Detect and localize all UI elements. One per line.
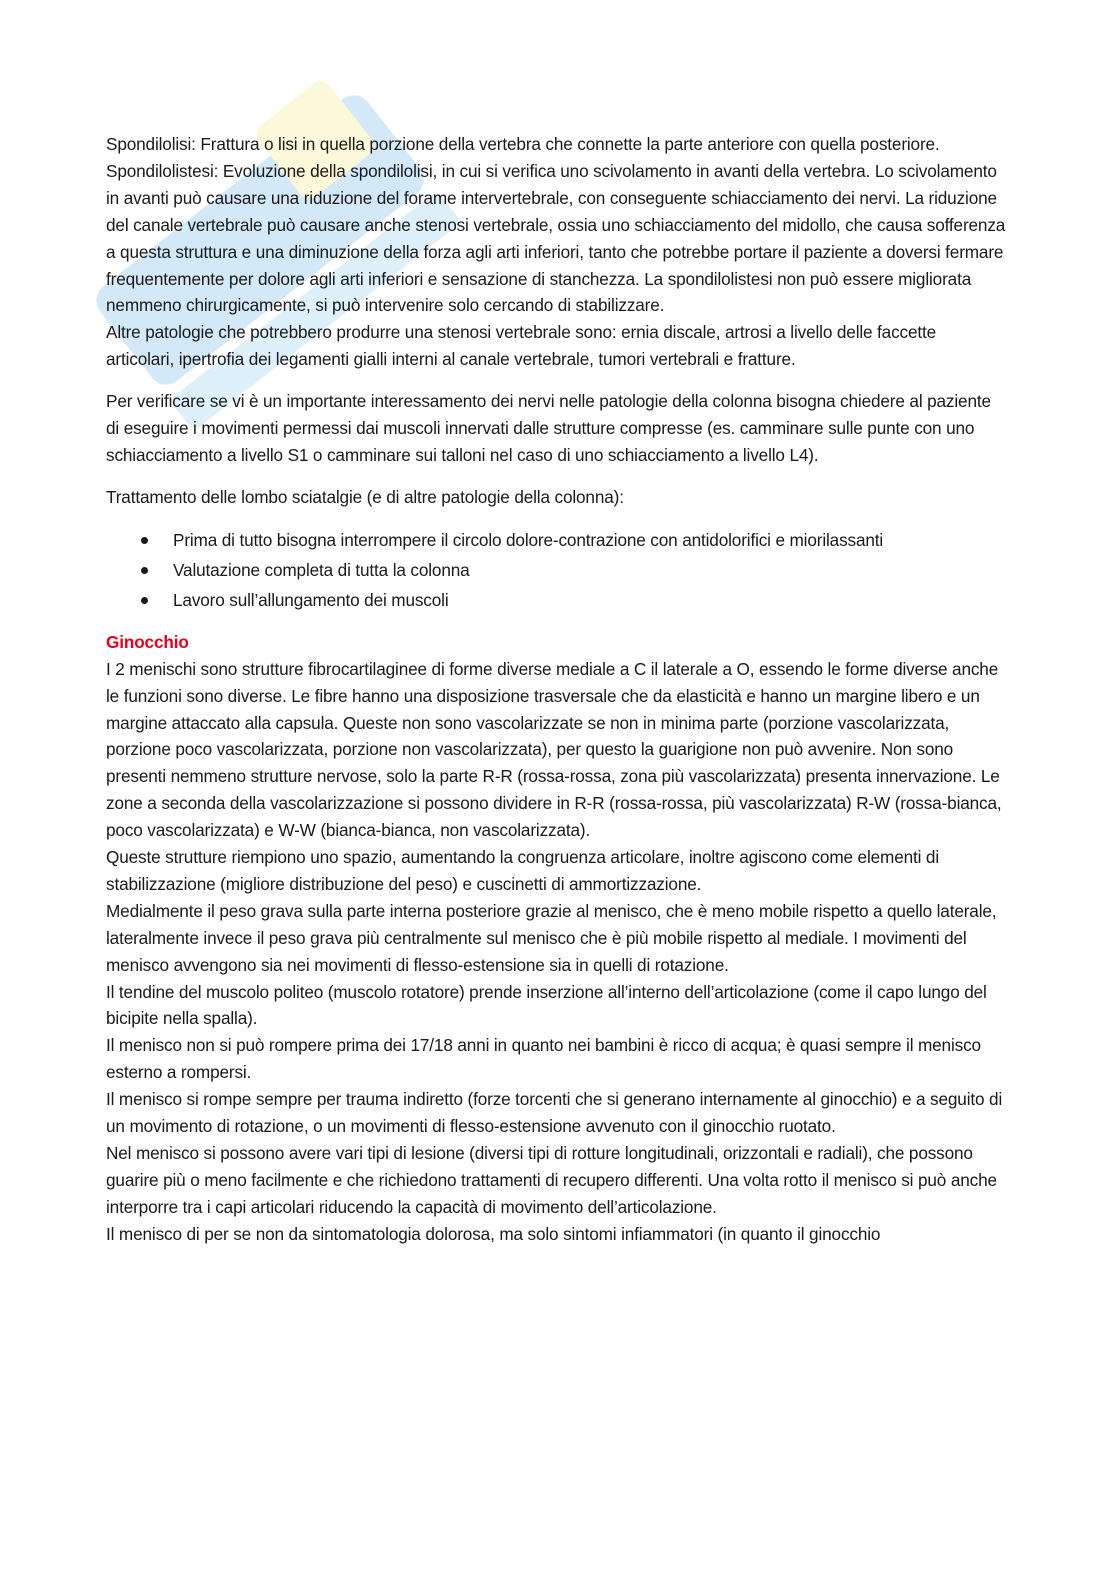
- paragraph-spondilolistesi: Spondilolistesi: Evoluzione della spondilolisi, in cui si verifica uno scivolamento in avanti della vertebra. Lo scivolamento in avanti può causare una riduzione del forame intervertebrale, con conseguente schiacciamento dei nervi. La riduzione del canale vertebrale può causare anche stenosi vertebrale, ossia uno schiacciamento del midollo, che causa sofferenza a questa struttura e una diminuzione della forza agli arti inferiori, tanto che potrebbe portare il paziente a doversi fermare frequentemente per dolore agli arti inferiori e sensazione di stanchezza. La spondilolistesi non può essere migliorata nemmeno chirurgicamente, si può intervenire solo cercando di stabilizzare.: [106, 160, 1006, 316]
- bullet-icon: [141, 567, 148, 574]
- list-item-text: Valutazione completa di tutta la colonna: [173, 559, 470, 580]
- spacer: [106, 511, 1006, 525]
- list-item: [106, 555, 1006, 585]
- paragraph-stenosi: Altre patologie che potrebbero produrre una stenosi vertebrale sono: ernia discale, artrosi a livello delle faccette articolari, ipertrofia dei legamenti gialli interni al canale vertebrale, tumori vertebrali e fratture.: [106, 322, 937, 370]
- bullet-icon: [141, 597, 148, 604]
- treatment-intro: Trattamento delle lombo sciatalgie (e di altre patologie della colonna):: [106, 486, 624, 507]
- paragraph-congruenza: Queste strutture riempiono uno spazio, aumentando la congruenza articolare, inoltre agiscono come elementi di stabilizzazione (migliore distribuzione del peso) e cuscinetti di ammortizzazione.: [106, 847, 940, 894]
- list-item-text: Prima di tutto bisogna interrompere il circolo dolore-contrazione con antidolorifici e miorilassanti: [173, 529, 884, 550]
- paragraph-trauma: Il menisco si rompe sempre per trauma indiretto (forze torcenti che si generano internamente al ginocchio) e a seguito di un movimento di rotazione, o un movimenti di flesso-estensione avvenuto con il ginocchio ruotato.: [106, 1089, 1003, 1137]
- paragraph-spondilolisi: Spondilolisi: Frattura o lisi in quella porzione della vertebra che connette la parte anteriore con quella posteriore.: [106, 134, 940, 154]
- paragraph-sintomi: Il menisco di per se non da sintomatologia dolorosa, ma solo sintomi infiammatori (in quanto il ginocchio: [106, 1223, 881, 1244]
- list-item-text: Lavoro sull’allungamento dei muscoli: [173, 589, 449, 610]
- list-item: [106, 525, 1006, 555]
- section-title-ginocchio: Ginocchio: [106, 631, 189, 652]
- spacer: [106, 469, 1006, 484]
- spacer: [106, 615, 1006, 629]
- paragraph-politeo: Il tendine del muscolo politeo (muscolo rotatore) prende inserzione all’interno dell’articolazione (come il capo lungo del bicipite nella spalla).: [106, 981, 987, 1029]
- paragraph-eta-rottura: Il menisco non si può rompere prima dei 17/18 anni in quanto nei bambini è ricco di acqua; è quasi sempre il menisco esterno a rompersi.: [106, 1035, 981, 1083]
- paragraph-lesioni: Nel menisco si possono avere vari tipi di lesione (diversi tipi di rotture longitudinali, orizzontali e radiali), che possono guarire più o meno facilmente e che richiedono trattamenti di recupero differenti. Una volta rotto il menisco si può anche interporre tra i capi articolari riducendo la capacità di movimento dell’articolazione.: [106, 1143, 997, 1217]
- bullet-icon: [141, 537, 148, 544]
- spacer: [106, 373, 1006, 388]
- paragraph-peso: Medialmente il peso grava sulla parte interna posteriore grazie al menisco, che è meno mobile rispetto a quello laterale, lateralmente invece il peso grava più centralmente sul menisco che è più mobile rispetto al mediale. I movimenti del menisco avvengono sia nei movimenti di flesso-estensione sia in quelli di rotazione.: [106, 900, 997, 975]
- document-body: [106, 131, 1006, 1248]
- list-item: [106, 585, 1006, 615]
- paragraph-nerves: Per verificare se vi è un importante interessamento dei nervi nelle patologie della colonna bisogna chiedere al paziente di eseguire i movimenti permessi dai muscoli innervati dalle strutture compresse (es. camminare sulle punte con uno schiacciamento a livello S1 o camminare sui talloni nel caso di uno schiacciamento a livello L4).: [106, 391, 991, 465]
- treatment-list: [106, 525, 1006, 615]
- paragraph-menischi: I 2 menischi sono strutture fibrocartilaginee di forme diverse mediale a C il laterale a O, essendo le forme diverse anche le funzioni sono diverse. Le fibre hanno una disposizione trasversale che da elasticità e hanno un margine libero e un margine attaccato alla capsula. Queste non sono vascolarizzate se non in minima parte (porzione vascolarizzata, porzione poco vascolarizzata, porzione non vascolarizzata), per questo la guarigione non può avvenire. Non sono presenti nemmeno strutture nervose, solo la parte R-R (rossa-rossa, zona più vascolarizzata) presenta innervazione. Le zone a seconda della vascolarizzazione si possono dividere in R-R (rossa-rossa, più vascolarizzata) R-W (rossa-bianca, poco vascolarizzata) e W-W (bianca-bianca, non vascolarizzata).: [106, 658, 1002, 841]
